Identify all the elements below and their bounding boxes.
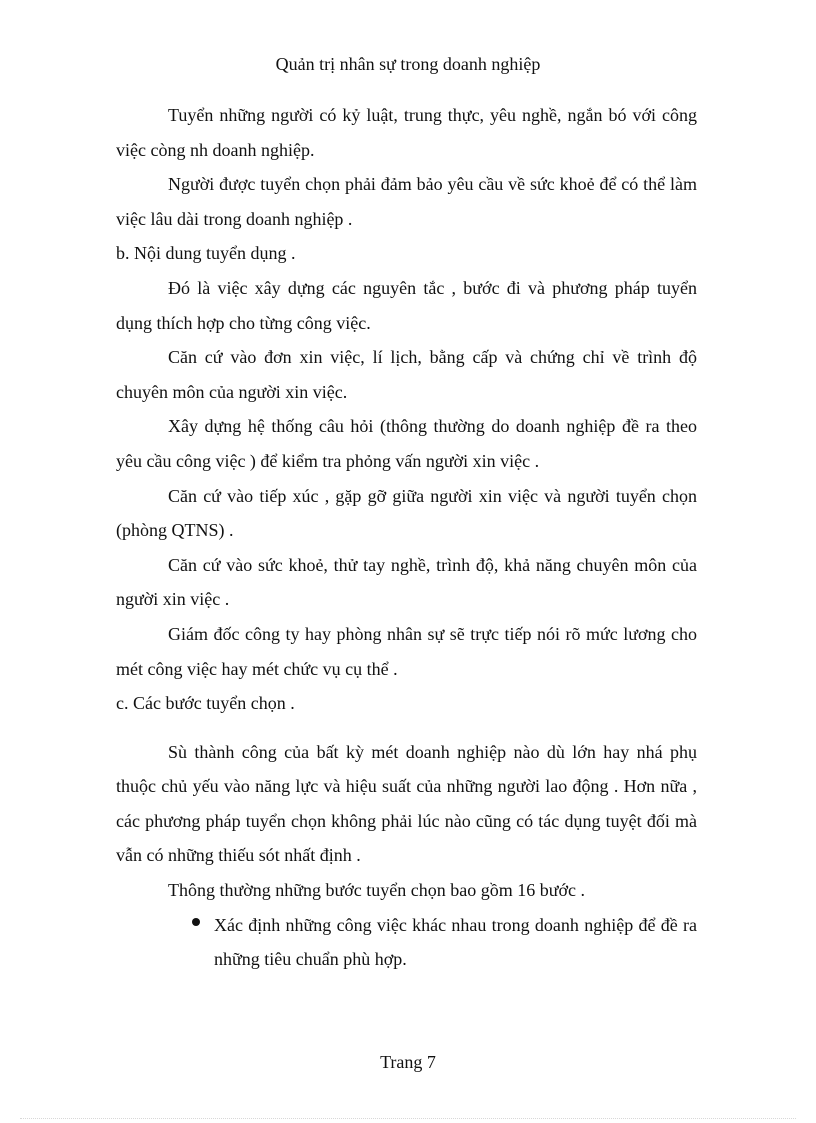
- paragraph: Căn cứ vào đơn xin việc, lí lịch, bằng cấp và chứng chỉ về trình độ chuyên môn của người xin việc.: [116, 347, 697, 402]
- page-bottom-rule: [20, 1118, 796, 1119]
- paragraph: Xây dựng hệ thống câu hỏi (thông thường do doanh nghiệp đề ra theo yêu cầu công việc ) để kiểm tra phỏng vấn người xin việc .: [116, 416, 697, 471]
- paragraph: Giám đốc công ty hay phòng nhân sự sẽ trực tiếp nói rõ mức lương cho mét công việc hay mét chức vụ cụ thể .: [116, 623, 697, 679]
- section-heading-c: c. Các bước tuyển chọn .: [116, 693, 295, 714]
- paragraph: Tuyển những người có kỷ luật, trung thực, yêu nghề, ngắn bó với công việc còng nh doanh nghiệp.: [116, 105, 697, 160]
- paragraph: Căn cứ vào sức khoẻ, thử tay nghề, trình độ, khả năng chuyên môn của người xin việc .: [116, 554, 697, 610]
- bullet-text: Xác định những công việc khác nhau trong doanh nghiệp để đề ra những tiêu chuẩn phù hợp.: [214, 914, 697, 970]
- page-body: [116, 98, 697, 977]
- paragraph: Người được tuyển chọn phải đảm bảo yêu cầu về sức khoẻ để có thể làm việc lâu dài trong doanh nghiệp .: [116, 174, 697, 229]
- page-header: Quản trị nhân sự trong doanh nghiệp: [275, 54, 541, 74]
- section-heading-b: b. Nội dung tuyển dụng .: [116, 243, 296, 264]
- paragraph: Đó là việc xây dựng các nguyên tắc , bước đi và phương pháp tuyển dụng thích hợp cho từng công việc.: [116, 277, 697, 333]
- paragraph: Sù thành công của bất kỳ mét doanh nghiệp nào dù lớn hay nhá phụ thuộc chủ yếu vào năng lực và hiệu suất của những người lao động . Hơn nữa , các phương pháp tuyển chọn không phải lúc nào cũng có tác dụng tuyệt đối mà vẫn có những thiếu sót nhất định .: [116, 741, 697, 866]
- paragraph: Căn cứ vào tiếp xúc , gặp gỡ giữa người xin việc và người tuyển chọn (phòng QTNS) .: [116, 485, 697, 541]
- paragraph: Thông thường những bước tuyển chọn bao gồm 16 bước .: [168, 880, 586, 901]
- bullet-list-item: [116, 908, 697, 977]
- bullet-icon: [192, 918, 200, 926]
- page-number: Trang 7: [380, 1052, 436, 1072]
